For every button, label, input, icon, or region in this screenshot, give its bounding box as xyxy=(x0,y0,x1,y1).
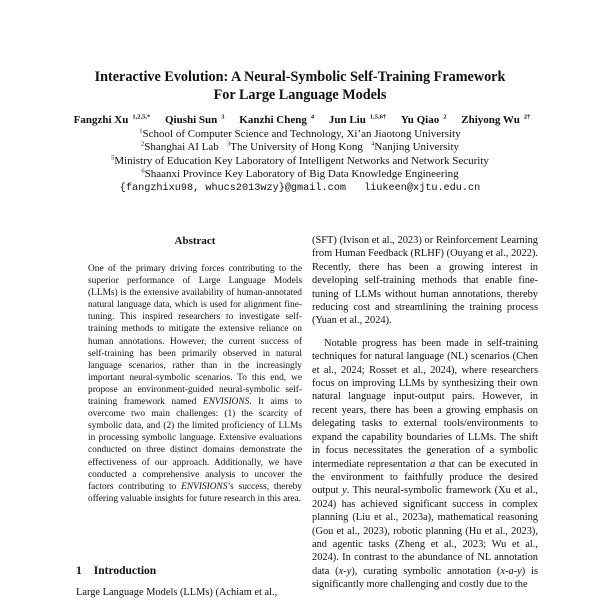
paragraph: Notable progress has been made in self-training techniques for natural language (NL) scenarios (Chen et al., 2024; Rosset et al., 2024), where researchers focus on improving LLMs by synthesizing their own natural language input-output pairs. However, in recent years, there has been a growing emphasis on delegating tasks to external tools/environments to expand the capability boundaries of LLMs. The shift in focus necessitates the generation of a symbolic intermediate representation a that can be executed in the environment to faithfully produce the desired output y. This neural-symbolic framework (Xu et al., 2024) has achieved significant success in complex planning (Liu et al., 2023a), mathematical reasoning (Gou et al., 2023), robotic planning (Hu et al., 2023), and agentic tasks (Zheng et al., 2023; Wu et al., 2024). In contrast to the abundance of NL annotation data (x-y), curating symbolic annotation (x-a-y) is significantly more challenging and costly due to the xyxy=(312,337,539,591)
author: Qiushi Sun $^3$ xyxy=(164,113,225,126)
author: Zhiyong Wu $^{2\dagger}$ xyxy=(461,113,531,126)
affiliation-2-3-4: $^2$Shanghai AI Lab $^3$The University of Hong Kong $^4$Nanjing University xyxy=(140,140,460,153)
author-block xyxy=(0,114,600,195)
title-line-1: Interactive Evolution: A Neural-Symbolic Self-Training Framework xyxy=(94,69,506,85)
affiliation-1: $^1$School of Computer Science and Technology, Xi’an Jiaotong University xyxy=(139,126,461,140)
author: Kanzhi Cheng $^4$ xyxy=(239,113,315,126)
affiliation-6: $^6$Shaanxi Province Key Laboratory of Big Data Knowledge Engineering xyxy=(141,167,459,180)
title-line-2: For Large Language Models xyxy=(213,87,387,103)
affiliation-5: $^5$Ministry of Education Key Laboratory of Intelligent Networks and Network Security xyxy=(111,153,489,167)
email-line xyxy=(0,182,600,196)
introduction-text: Large Language Models (LLMs) (Achiam et al., xyxy=(76,587,278,598)
paragraph: (SFT) (Ivison et al., 2023) or Reinforcement Learning from Human Feedback (RLHF) (Ouyang et al., 2022). Recently, there has been a growing interest in developing self-training methods that enable fine-tuning of LLMs without human annotations, thereby reducing cost and streamlining the training process (Yuan et al., 2024). xyxy=(312,235,538,327)
author: Yu Qiao $^2$ xyxy=(400,113,447,126)
author: Fangzhi Xu $^{1,2,5,*}$ xyxy=(73,113,151,126)
abstract-body: One of the primary driving forces contributing to the superior performance of Large Language Models (LLMs) is the extensive availability of human-annotated natural language data, which is used for alignment fine-tuning. This inspired researchers to investigate self-training methods to mitigate the extensive reliance on human annotations. However, the current success of self-training has been primarily observed in natural language scenarios, rather than in the increasingly important neural-symbolic scenarios. To this end, we propose an environment-guided neural-symbolic self-training framework named ENVISIONS. It aims to overcome two main challenges: (1) the scarcity of symbolic data, and (2) the limited proficiency of LLMs in processing symbolic language. Extensive evaluations conducted on three distinct domains demonstrate the effectiveness of our approach. Additionally, we have conducted a comprehensive analysis to uncover the factors contributing to ENVISIONS’s success, thereby offering valuable insights for future research in this area. xyxy=(88,264,302,504)
right-column-text xyxy=(312,234,538,592)
email[interactable]: {fangzhixu98, whucs2013wzy}@gmail.com xyxy=(119,182,346,194)
author-list xyxy=(0,114,600,128)
paper-title xyxy=(0,68,600,104)
abstract-heading: Abstract xyxy=(174,235,216,247)
section-heading-introduction: 1 Introduction xyxy=(76,565,157,577)
email[interactable]: liukeen@xjtu.edu.cn xyxy=(364,182,481,194)
author: Jun Liu $^{1,5,6\dagger}$ xyxy=(328,113,387,126)
